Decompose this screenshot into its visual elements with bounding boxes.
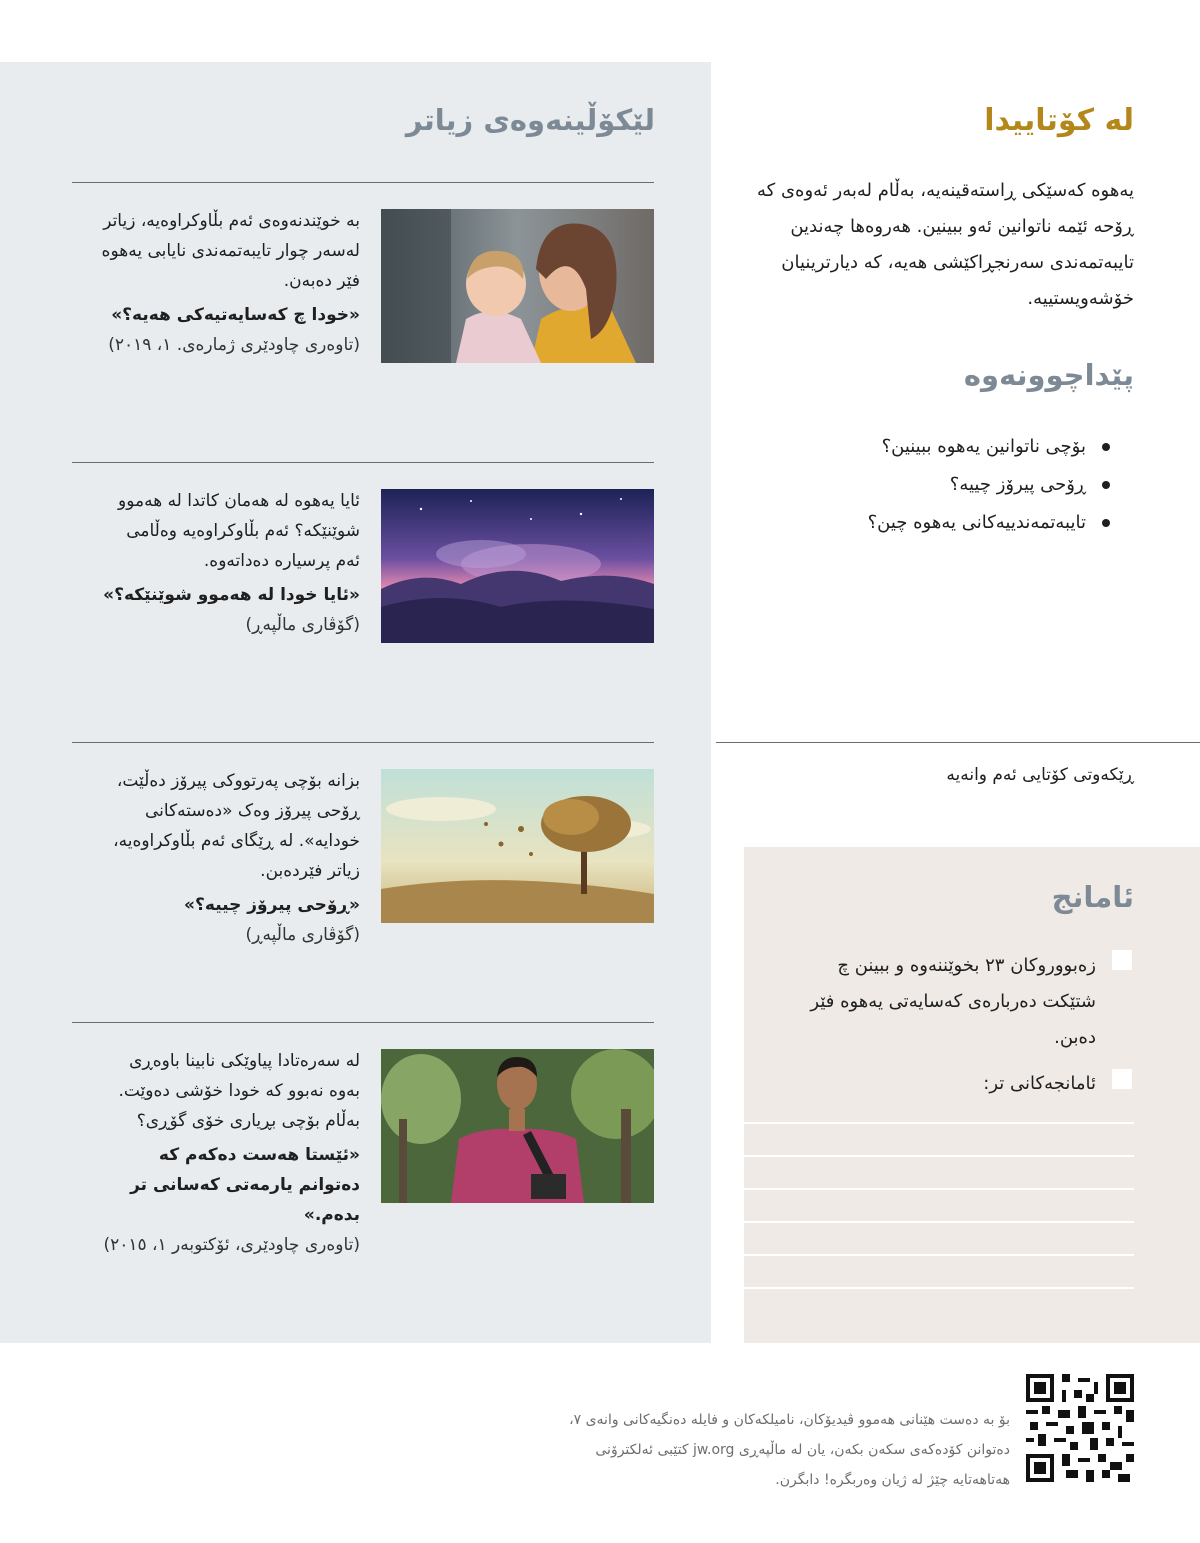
divider	[72, 742, 654, 743]
study-item-source: (گۆڤاری ماڵپەڕ)	[245, 615, 360, 635]
conclusion-text: یەهوە کەسێکی ڕاستەقینەیە، بەڵام لەبەر ئەوەی کە ڕۆحە ئێمە ناتوانین ئەو ببینین. هەروەها چەندین تایبەتمەندی سەرنجڕاکێشی هەیە، کە دیارترینیان خۆشەویستییە.	[757, 180, 1134, 309]
bullet-icon	[1102, 481, 1110, 489]
conclusion-title: لە کۆتاییدا	[984, 103, 1134, 138]
completion-date-label: ڕێکەوتی کۆتایی ئەم وانەیە	[946, 765, 1134, 785]
write-line[interactable]	[744, 1122, 1134, 1124]
write-line[interactable]	[744, 1254, 1134, 1256]
man-portrait-photo[interactable]	[381, 1049, 654, 1203]
study-item-source: (تاوەری چاودێری، ئۆکتوبەر ١، ٢٠١٥)	[103, 1235, 360, 1255]
study-item-source: (گۆڤاری ماڵپەڕ)	[245, 925, 360, 945]
review-item: ڕۆحی پیرۆز چییە؟	[760, 466, 1110, 504]
study-item-1[interactable]	[98, 206, 360, 360]
study-item-description: بە خوێندنەوەی ئەم بڵاوکراوەیە، زیاتر لەسەر چوار تایبەتمەندی نایابی یەهوە فێر دەبەن.	[101, 211, 360, 291]
study-item-3[interactable]	[98, 766, 360, 950]
study-item-description: بزانە بۆچی پەرتووکی پیرۆز دەڵێت، ڕۆحی پیرۆز وەک «دەستەکانی خودایە». لە ڕێگای ئەم بڵاوکراوەیە، زیاتر فێردەبن.	[113, 771, 360, 881]
qr-code-icon[interactable]	[1026, 1374, 1134, 1482]
divider	[72, 182, 654, 183]
study-item-description: لە سەرەتادا پیاوێکی نابینا باوەڕی بەوە نەبوو کە خودا خۆشی دەوێت. بەڵام بۆچی بڕیاری خۆی گۆڕی؟	[118, 1051, 360, 1131]
sunrise-mountains-photo[interactable]	[381, 489, 654, 643]
tree-wind-illustration[interactable]	[381, 769, 654, 923]
study-item-link[interactable]: «ئێستا هەست دەکەم کە دەتوانم یارمەتی کەسانی تر بدەم.»	[130, 1145, 360, 1225]
divider	[72, 1022, 654, 1023]
study-item-link[interactable]: «ئایا خودا لە هەموو شوێنێکە؟»	[103, 585, 360, 605]
study-item-4[interactable]	[98, 1046, 360, 1260]
other-goals-label: ئامانجەکانی تر:	[983, 1073, 1096, 1094]
write-line[interactable]	[744, 1155, 1134, 1157]
goal-checkbox[interactable]	[1112, 950, 1132, 970]
study-item-link[interactable]: «ڕۆحی پیرۆز چییە؟»	[184, 895, 360, 915]
further-study-title: لێکۆڵینەوەی زیاتر	[405, 103, 655, 137]
goal-title: ئامانج	[1051, 880, 1134, 914]
other-goals-checkbox[interactable]	[1112, 1069, 1132, 1089]
review-title: پێداچوونەوە	[963, 358, 1134, 392]
bullet-icon	[1102, 443, 1110, 451]
goal-text: زەبووروکان ٢٣ بخوێننەوە و ببینن چ شتێکت دەربارەی کەسایەتی یەهوە فێر دەبن.	[810, 955, 1096, 1048]
study-item-source: (تاوەری چاودێری ژمارەی. ١، ٢٠١٩)	[108, 335, 360, 355]
write-line[interactable]	[744, 1221, 1134, 1223]
divider	[716, 742, 1200, 743]
write-line[interactable]	[744, 1188, 1134, 1190]
divider	[72, 462, 654, 463]
study-item-link[interactable]: «خودا چ کەسایەتیەکی هەیە؟»	[111, 305, 360, 325]
review-item: بۆچی ناتوانین یەهوە ببینین؟	[760, 428, 1110, 466]
write-line[interactable]	[744, 1287, 1134, 1289]
review-item: تایبەتمەندییەکانی یەهوە چین؟	[760, 504, 1110, 542]
bullet-icon	[1102, 519, 1110, 527]
study-item-description: ئایا یەهوە لە هەمان کاتدا لە هەموو شوێنێکە؟ ئەم بڵاوکراوەیە وەڵامی ئەم پرسیارە دەداتەوە.	[117, 491, 360, 571]
mother-child-photo[interactable]	[381, 209, 654, 363]
review-list	[760, 428, 1110, 542]
footer-text: بۆ بە دەست هێنانی هەموو ڤیدیۆکان، نامیلکەکان و فایلە دەنگیەکانی وانەی ٧، دەتوانن کۆدەکەی سکەن بکەن، یان لە ماڵپەڕی jw.org کتێبی ئەلکترۆنی هەتاهەتایە چێژ لە ژیان وەربگرە! دابگرن.	[569, 1412, 1010, 1488]
study-item-2[interactable]	[98, 486, 360, 640]
